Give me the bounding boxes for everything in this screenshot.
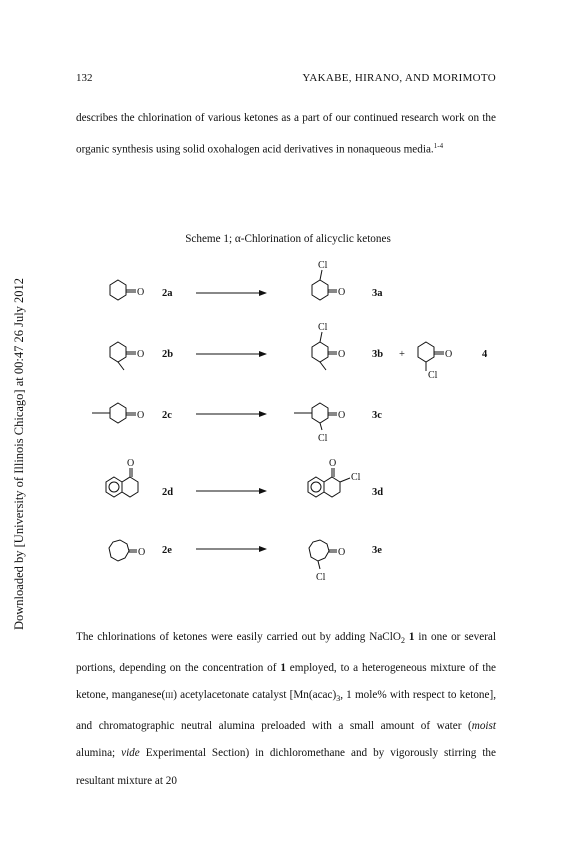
molecule-2a bbox=[110, 280, 136, 300]
body-text: ) acetylacetonate catalyst [Mn(acac) bbox=[173, 689, 337, 702]
atom-o: O bbox=[445, 349, 453, 360]
atom-cl: Cl bbox=[318, 433, 328, 444]
molecule-2d bbox=[106, 468, 138, 497]
atom-cl: Cl bbox=[316, 572, 326, 583]
intro-paragraph bbox=[76, 104, 496, 164]
atom-o: O bbox=[338, 349, 346, 360]
atom-o: O bbox=[138, 547, 146, 558]
molecule-3a bbox=[312, 270, 337, 300]
atom-o: O bbox=[137, 287, 145, 298]
compound-label-2e: 2e bbox=[162, 545, 172, 556]
body-paragraph bbox=[76, 624, 496, 795]
atom-o: O bbox=[329, 458, 337, 469]
compound-label-3e: 3e bbox=[372, 545, 382, 556]
compound-label-2b: 2b bbox=[162, 349, 174, 360]
compound-label-3d: 3d bbox=[372, 487, 384, 498]
atom-o: O bbox=[338, 547, 346, 558]
body-text: , 1 mole% with respect to ketone], and chromatographic neutral alumina preloaded with a small amount of water ( bbox=[76, 689, 496, 732]
molecule-2b bbox=[110, 342, 136, 370]
atom-cl: Cl bbox=[318, 322, 328, 333]
plus-sign: + bbox=[399, 349, 405, 360]
atom-cl: Cl bbox=[428, 370, 438, 381]
atom-o: O bbox=[338, 287, 346, 298]
page-number: 132 bbox=[76, 72, 93, 84]
body-text: The chlorinations of ketones were easily carried out by adding NaClO bbox=[76, 631, 401, 643]
compound-label-2a: 2a bbox=[162, 288, 173, 299]
intro-text: describes the chlorination of various ketones as a part of our continued research work on the organic synthesis using solid oxohalogen acid derivatives in nonaqueous media. bbox=[76, 112, 496, 156]
atom-o: O bbox=[338, 410, 346, 421]
compound-label-3a: 3a bbox=[372, 288, 383, 299]
molecule-2e bbox=[109, 540, 137, 561]
italic-text: moist bbox=[471, 719, 496, 732]
body-text: in one or several portions, depending on the concentration of bbox=[76, 631, 496, 674]
body-text: employed, to a heterogeneous mixture of the ketone, manganese( bbox=[76, 661, 496, 702]
atom-cl: Cl bbox=[351, 472, 361, 483]
molecule-4 bbox=[418, 342, 444, 371]
molecule-3e bbox=[309, 540, 337, 569]
molecule-3d bbox=[308, 468, 350, 497]
compound-label-3b: 3b bbox=[372, 349, 384, 360]
compound-ref: 1 bbox=[280, 661, 286, 674]
compound-label-2d: 2d bbox=[162, 487, 174, 498]
scheme-title: Scheme 1; α-Chlorination of alicyclic ketones bbox=[185, 233, 391, 245]
reaction-scheme bbox=[0, 250, 576, 610]
atom-cl: Cl bbox=[318, 260, 328, 271]
body-text: alumina; bbox=[76, 747, 122, 760]
atom-o: O bbox=[127, 458, 135, 469]
download-notice: Downloaded by [University of Illinois Chicago] at 00:47 26 July 2012 bbox=[12, 277, 26, 630]
molecule-2c bbox=[92, 403, 136, 423]
compound-label-3c: 3c bbox=[372, 410, 382, 421]
running-head: YAKABE, HIRANO, AND MORIMOTO bbox=[302, 72, 496, 84]
compound-ref: 1 bbox=[408, 631, 415, 643]
compound-label-2c: 2c bbox=[162, 410, 172, 421]
molecule-3c bbox=[294, 403, 337, 430]
reference-superscript: 1-4 bbox=[433, 142, 444, 150]
subscript: 3 bbox=[336, 694, 341, 704]
compound-label-4: 4 bbox=[482, 349, 488, 360]
molecule-3b bbox=[312, 332, 337, 370]
atom-o: O bbox=[137, 410, 145, 421]
body-text: Experimental Section) in dichloromethane and by vigorously stirring the resultant mixture at 20 bbox=[76, 747, 496, 787]
italic-text: vide bbox=[121, 747, 140, 760]
subscript: 2 bbox=[400, 636, 405, 646]
atom-o: O bbox=[137, 349, 145, 360]
roman-numeral: III bbox=[165, 691, 174, 701]
